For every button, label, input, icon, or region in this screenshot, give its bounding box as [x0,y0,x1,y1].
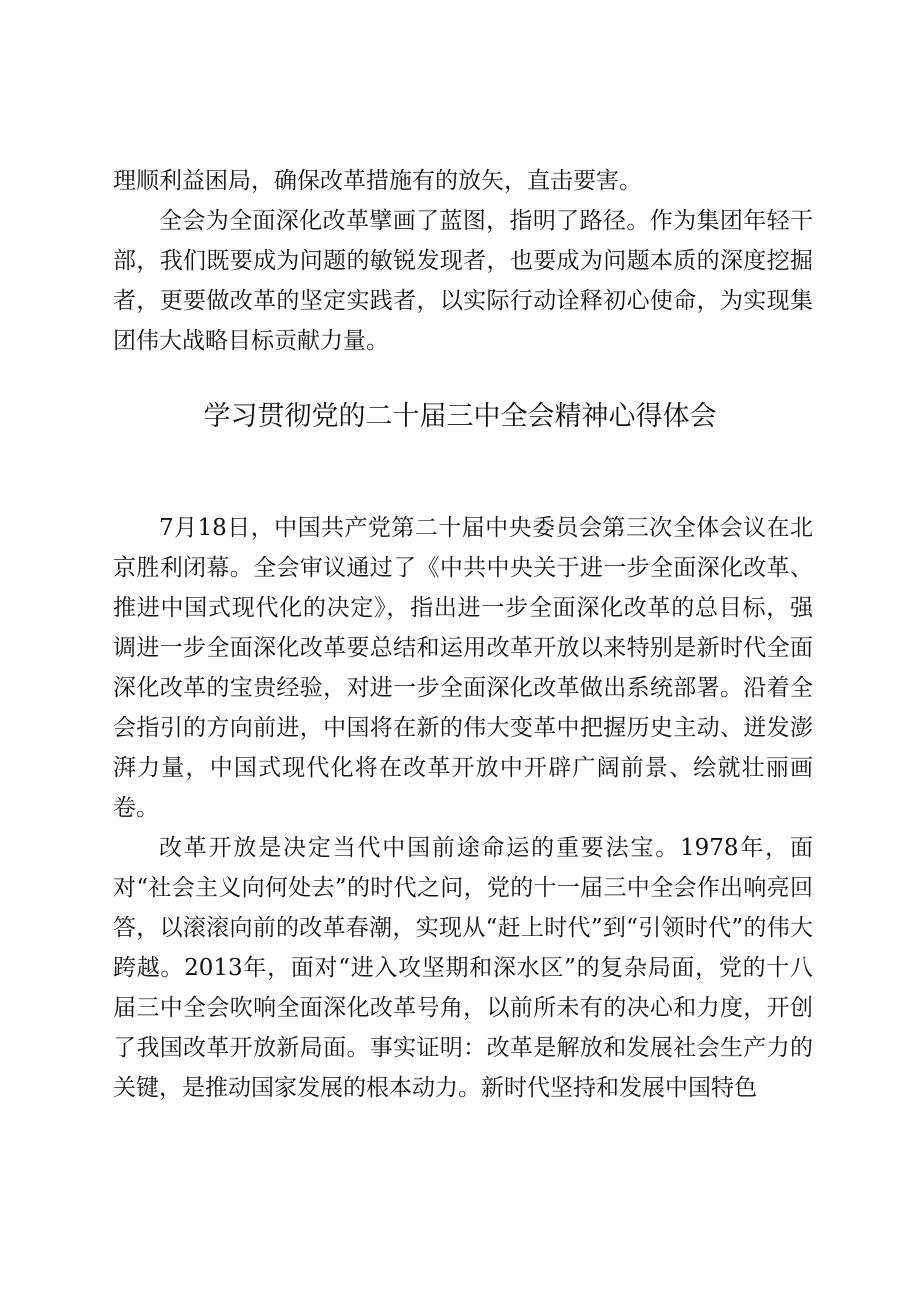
paragraph-continuation: 理顺利益困局，确保改革措施有的放矢，直击要害。 [113,168,642,194]
paragraph-conclusion: 全会为全面深化改革擘画了蓝图，指明了路径。作为集团年轻干部，我们既要成为问题的敏锐发现者，也要成为问题本质的深度挖掘者，更要做改革的坚定实践者，以实际行动诠释初心使命，为实现集团伟大战略目标贡献力量。 [113,208,813,354]
paragraph-reform-history: 改革开放是决定当代中国前途命运的重要法宝。1978年，面对“社会主义向何处去”的时代之问，党的十一届三中全会作出响亮回答，以滚滚向前的改革春潮，实现从“赶上时代”到“引领时代”的伟大跨越。2013年，面对“进入攻坚期和深水区”的复杂局面，党的十八届三中全会吹响全面深化改革号角，以前所未有的决心和力度，开创了我国改革开放新局面。事实证明：改革是解放和发展社会生产力的关键，是推动国家发展的根本动力。新时代坚持和发展中国特色 [113,835,813,1101]
continued-text-section [113,161,813,361]
paragraph-intro: 7月18日，中国共产党第二十届中央委员会第三次全体会议在北京胜利闭幕。全会审议通过了《中共中央关于进一步全面深化改革、推进中国式现代化的决定》，指出进一步全面深化改革的总目标，强调进一步全面深化改革要总结和运用改革开放以来特别是新时代全面深化改革的宝贵经验，对进一步全面深化改革做出系统部署。沿着全会指引的方向前进，中国将在新的伟大变革中把握历史主动、迸发澎湃力量，中国式现代化将在改革开放中开辟广阔前景、绘就壮丽画卷。 [113,515,813,821]
article-title: 学习贯彻党的二十届三中全会精神心得体会 [203,401,717,432]
article-body [113,508,813,1108]
